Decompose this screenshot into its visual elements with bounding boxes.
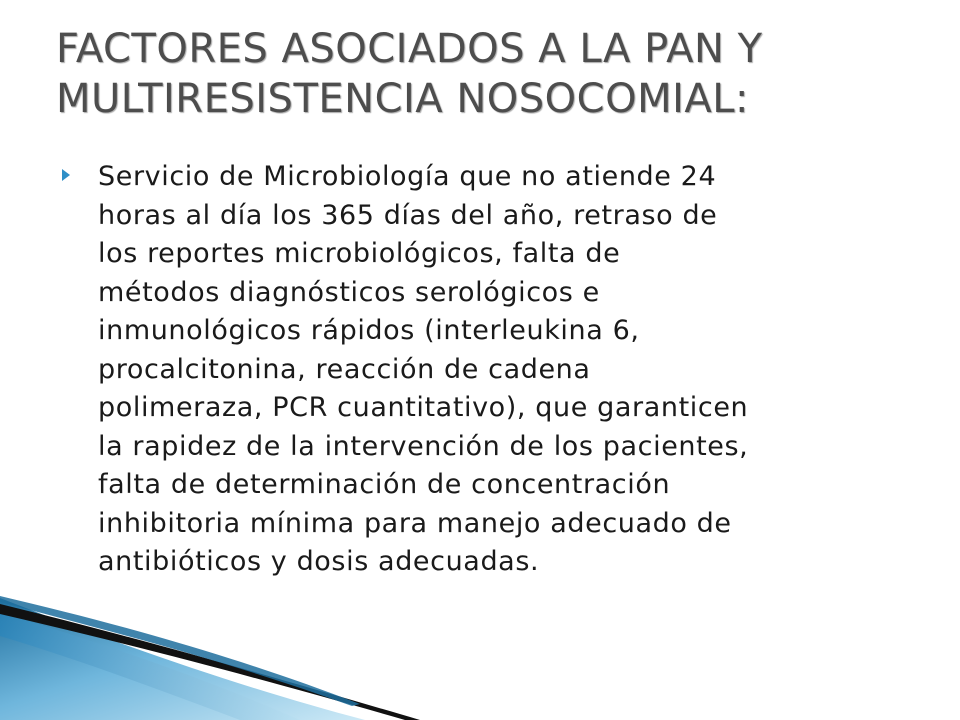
bullet-text	[98, 158, 916, 582]
bullet-line: procalcitonina, reacción de cadena	[98, 353, 591, 385]
slide-title	[56, 24, 936, 124]
bullet-line: los reportes microbiológicos, falta de	[98, 238, 621, 269]
bullet-line: Servicio de Microbiología que no atiende 24	[98, 161, 717, 192]
bullet-line: inmunológicos rápidos (interleukina 6,	[98, 315, 640, 346]
bullet-line: horas al día los 365 días del año, retraso de	[98, 199, 718, 231]
bullet-line: polimeraza, PCR cuantitativo), que garanticen	[98, 392, 749, 423]
bullet-line: inhibitoria mínima para manejo adecuado de	[98, 507, 732, 539]
bullet-line: falta de determinación de concentración	[98, 469, 671, 500]
bullet-line: la rapidez de la intervención de los pacientes,	[98, 430, 749, 462]
bullet-item	[56, 158, 916, 582]
bullet-list	[56, 158, 916, 582]
bullet-line: métodos diagnósticos serológicos e	[98, 276, 600, 308]
slide-title-line-2: MULTIRESISTENCIA NOSOCOMIAL:	[56, 76, 750, 122]
triangle-bullet-icon	[62, 169, 70, 181]
slide-title-line-1: FACTORES ASOCIADOS A LA PAN Y	[56, 26, 763, 72]
bullet-line: antibióticos y dosis adecuadas.	[98, 546, 540, 577]
